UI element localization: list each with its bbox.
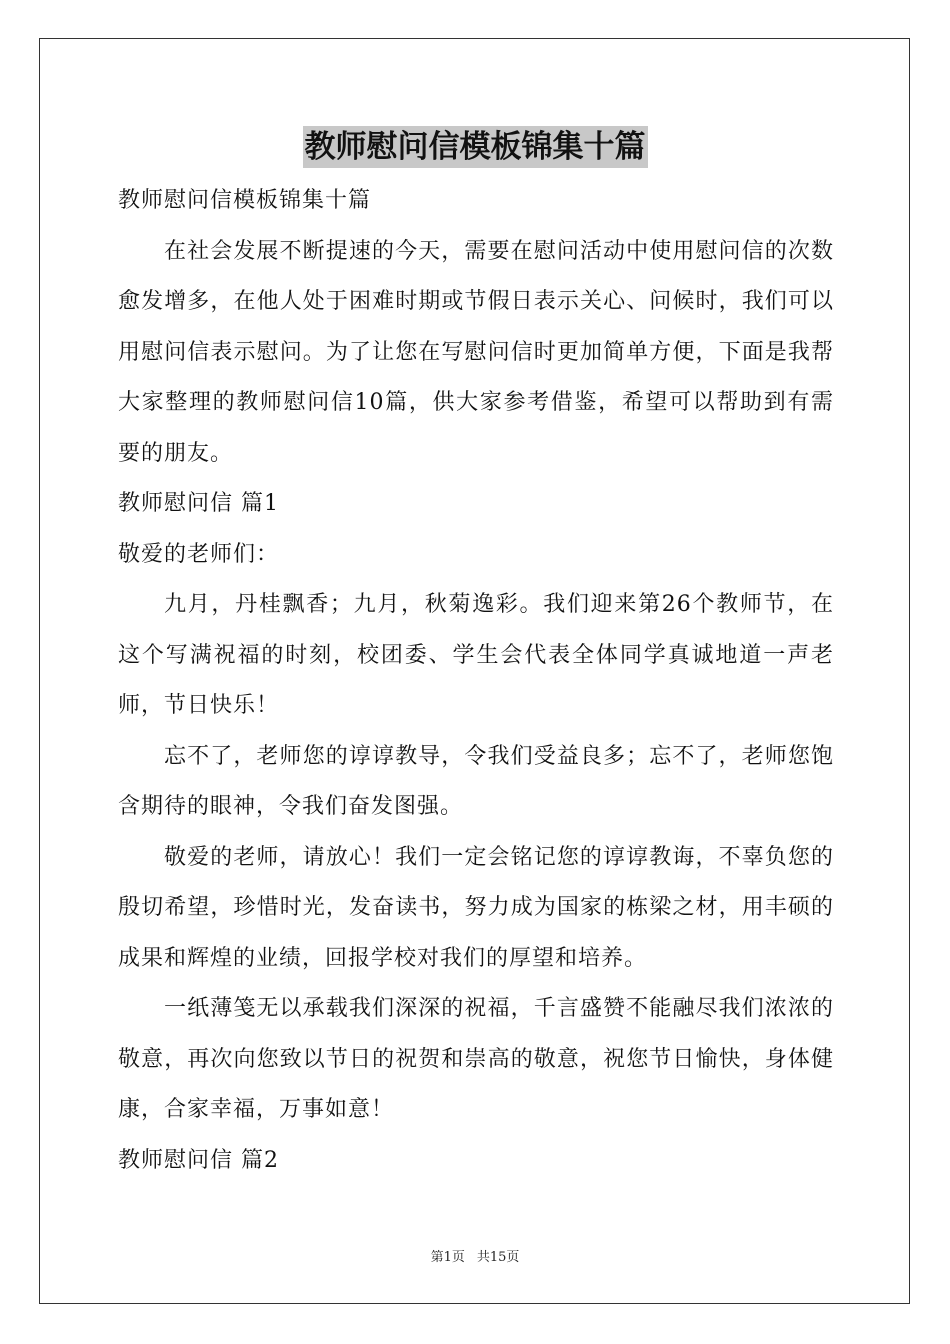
document-title: 教师慰问信模板锦集十篇 <box>303 126 648 168</box>
page-total: 共15页 <box>476 1250 520 1265</box>
salutation: 敬爱的老师们： <box>118 541 280 567</box>
paragraph-1: 九月，丹桂飘香；九月，秋菊逸彩。我们迎来第26个教师节，在这个写满祝福的时刻，校团委、学生会代表全体同学真诚地道一声老师，节日快乐！ <box>118 592 834 718</box>
paragraph-4: 一纸薄笺无以承载我们深深的祝福，千言盛赞不能融尽我们浓浓的敬意，再次向您致以节日的祝贺和崇高的敬意，祝您节日愉快，身体健康，合家幸福，万事如意！ <box>118 996 834 1122</box>
section-heading-2: 教师慰问信 篇2 <box>118 1147 279 1173</box>
document-subtitle: 教师慰问信模板锦集十篇 <box>118 188 372 213</box>
section-heading-1: 教师慰问信 篇1 <box>118 491 279 516</box>
page-number: 第1页 <box>430 1250 465 1265</box>
paragraph-3: 敬爱的老师，请放心！我们一定会铭记您的谆谆教诲，不辜负您的殷切希望，珍惜时光，发奋读书，努力成为国家的栋梁之材，用丰硕的成果和辉煌的业绩，回报学校对我们的厚望和培养。 <box>118 844 834 971</box>
paragraph-2: 忘不了，老师您的谆谆教导，令我们受益良多；忘不了，老师您饱含期待的眼神，令我们奋发图强。 <box>118 743 834 819</box>
intro-paragraph: 在社会发展不断提速的今天，需要在慰问活动中使用慰问信的次数愈发增多，在他人处于困难时期或节假日表示关心、问候时，我们可以用慰问信表示慰问。为了让您在写慰问信时更加简单方便，下面是我帮大家整理的教师慰问信10篇，供大家参考借鉴，希望可以帮助到有需要的朋友。 <box>118 238 834 466</box>
page-footer <box>0 1250 950 1266</box>
title-container <box>0 126 950 168</box>
document-body <box>118 176 834 1186</box>
